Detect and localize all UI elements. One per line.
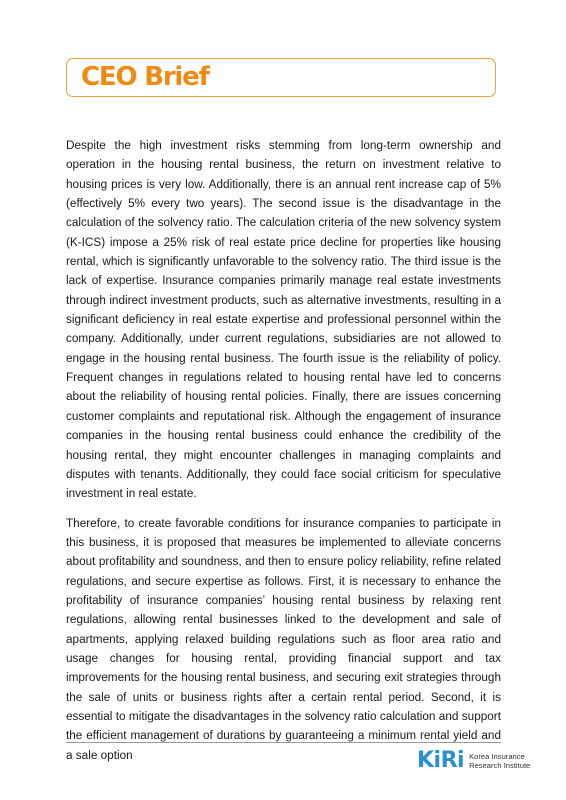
kiri-logo	[417, 750, 530, 772]
logo-line-1: Korea Insurance	[469, 752, 525, 761]
footer-divider	[66, 742, 501, 743]
page-title: CEO Brief	[81, 62, 209, 92]
document-body	[66, 136, 501, 775]
kiri-logo-text	[469, 752, 530, 770]
body-paragraph-2: Therefore, to create favorable conditions for insurance companies to participate in this business, it is proposed that measures be implemented to alleviate concerns about profitability and soundness, and then to ensure policy reliability, refine related regulations, and secure expertise as follows. First, it is necessary to enhance the profitability of insurance companies’ housing rental business by relaxing rent regulations, allowing rental businesses linked to the development and sale of apartments, applying relaxed building regulations such as floor area ratio and usage changes for housing rental, providing financial support and tax improvements for the housing rental business, and securing exit strategies through the sale of units or business rights after a certain rental period. Second, it is essential to mitigate the disadvantages in the solvency ratio calculation and support the efficient management of durations by guaranteeing a minimum rental yield and a sale option	[66, 516, 501, 762]
ceo-brief-banner	[66, 58, 496, 97]
kiri-logo-mark: KiRi	[417, 748, 465, 773]
logo-line-2: Research Institute	[469, 761, 531, 770]
body-paragraph-1: Despite the high investment risks stemming from long-term ownership and operation in the housing rental business, the return on investment relative to housing prices is very low. Additionally, there is an annual rent increase cap of 5% (effectively 5% every two years). The second issue is the disadvantage in the calculation of the solvency ratio. The calculation criteria of the new solvency system (K-ICS) impose a 25% risk of real estate price decline for properties like housing rental, which is significantly unfavorable to the solvency ratio. The third issue is the lack of expertise. Insurance companies primarily manage real estate investments through indirect investment products, such as alternative investments, resulting in a significant deficiency in real estate expertise and professional personnel within the company. Additionally, under current regulations, subsidiaries are not allowed to engage in the housing rental business. The fourth issue is the reliability of policy. Frequent changes in regulations related to housing rental have led to concerns about the reliability of housing rental policies. Finally, there are issues concerning customer complaints and reputational risk. Although the engagement of insurance companies in the housing rental business could enhance the credibility of the housing rental, they might encounter challenges in managing complaints and disputes with tenants. Additionally, they could face social criticism for speculative investment in real estate.	[66, 139, 501, 501]
